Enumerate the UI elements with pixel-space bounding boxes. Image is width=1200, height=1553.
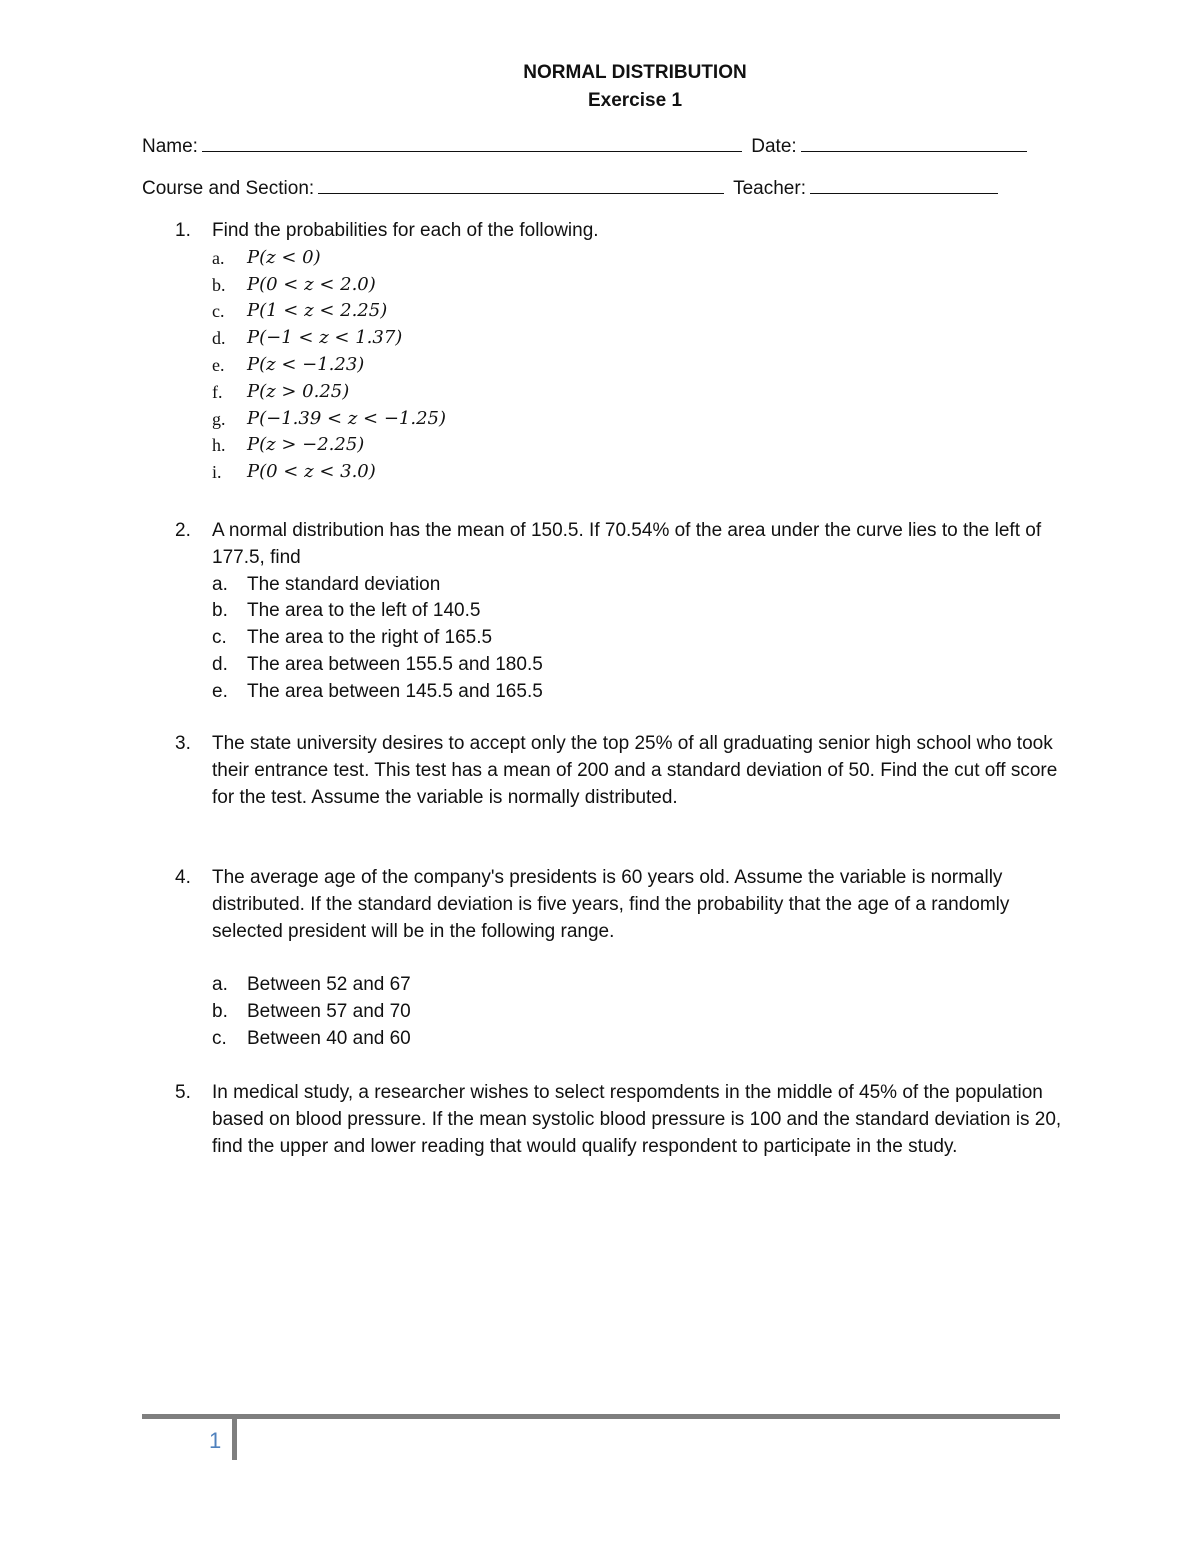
math-expression: P(−1.39 < z < −1.25)	[247, 407, 447, 429]
question-text: The state university desires to accept only the top 25% of all graduating senior high school who took their entrance test. This test has a mean of 200 and a standard deviation of 50. Find the cut off score for the test. Assume the variable is normally distributed.	[212, 733, 1058, 808]
list-item: a. The standard deviation	[212, 573, 441, 595]
footer-divider	[142, 1414, 1060, 1419]
question-text: A normal distribution has the mean of 150.5. If 70.54% of the area under the curve lies to the left of 177.5, find	[212, 520, 1042, 568]
question-number: 3.	[175, 733, 191, 754]
course-label: Course and Section:	[142, 178, 315, 199]
document-title: NORMAL DISTRIBUTION	[523, 62, 747, 83]
question-number: 5.	[175, 1082, 191, 1103]
question-3	[175, 731, 1065, 811]
math-expression: P(1 < z < 2.25)	[247, 300, 388, 322]
list-item: e. The area between 145.5 and 165.5	[212, 680, 543, 702]
question-number: 2.	[175, 520, 191, 541]
math-expression: P(0 < z < 2.0)	[247, 273, 376, 295]
math-expression: P(z < −1.23)	[247, 353, 365, 375]
math-expression: P(z < 0)	[247, 246, 321, 268]
question-4	[175, 865, 1065, 1053]
course-blank[interactable]	[318, 175, 724, 194]
question-text: The average age of the company's presidents is 60 years old. Assume the variable is normally distributed. If the standard deviation is five years, find the probability that the age of a randomly selected president will be in the following range.	[212, 867, 1010, 942]
page-number: 1	[209, 1428, 222, 1453]
list-item: b. Between 57 and 70	[212, 1000, 411, 1022]
math-expression: P(0 < z < 3.0)	[247, 461, 376, 483]
footer-vertical-bar	[232, 1414, 237, 1460]
list-item: i. P(0 < z < 3.0)	[212, 461, 376, 483]
list-item: d. The area between 155.5 and 180.5	[212, 653, 543, 675]
teacher-label: Teacher:	[733, 178, 806, 199]
date-blank[interactable]	[801, 133, 1027, 152]
list-item: c. The area to the right of 165.5	[212, 627, 493, 649]
question-1	[175, 218, 1065, 486]
list-item: g. P(−1.39 < z < −1.25)	[212, 407, 447, 429]
list-item: f. P(z > 0.25)	[212, 380, 350, 402]
question-text: In medical study, a researcher wishes to select respomdents in the middle of 45% of the population based on blood pressure. If the mean systolic blood pressure is 100 and the standard deviation is 20, find the upper and lower reading that would qualify respondent to participate in the study.	[212, 1082, 1062, 1157]
list-item: a. P(z < 0)	[212, 246, 321, 268]
list-item: c. Between 40 and 60	[212, 1027, 411, 1049]
question-5	[175, 1080, 1065, 1160]
list-item: b. The area to the left of 140.5	[212, 600, 481, 622]
list-item: a. Between 52 and 67	[212, 974, 411, 996]
question-number: 4.	[175, 867, 191, 888]
list-item: b. P(0 < z < 2.0)	[212, 273, 376, 295]
question-text: Find the probabilities for each of the following.	[212, 220, 599, 241]
math-expression: P(z > −2.25)	[247, 434, 365, 456]
math-expression: P(z > 0.25)	[247, 380, 350, 402]
list-item: e. P(z < −1.23)	[212, 353, 365, 375]
name-blank[interactable]	[202, 133, 742, 152]
list-item: c. P(1 < z < 2.25)	[212, 300, 388, 322]
course-teacher-row	[142, 175, 1002, 200]
teacher-blank[interactable]	[810, 175, 998, 194]
math-expression: P(−1 < z < 1.37)	[247, 327, 403, 349]
document-subtitle: Exercise 1	[587, 90, 683, 111]
list-item: h. P(z > −2.25)	[212, 434, 365, 456]
name-label: Name:	[142, 136, 198, 157]
question-number: 1.	[175, 220, 191, 241]
list-item: d. P(−1 < z < 1.37)	[212, 327, 403, 349]
name-date-row	[142, 133, 1031, 158]
date-label: Date:	[751, 136, 797, 157]
question-2	[175, 518, 1065, 706]
